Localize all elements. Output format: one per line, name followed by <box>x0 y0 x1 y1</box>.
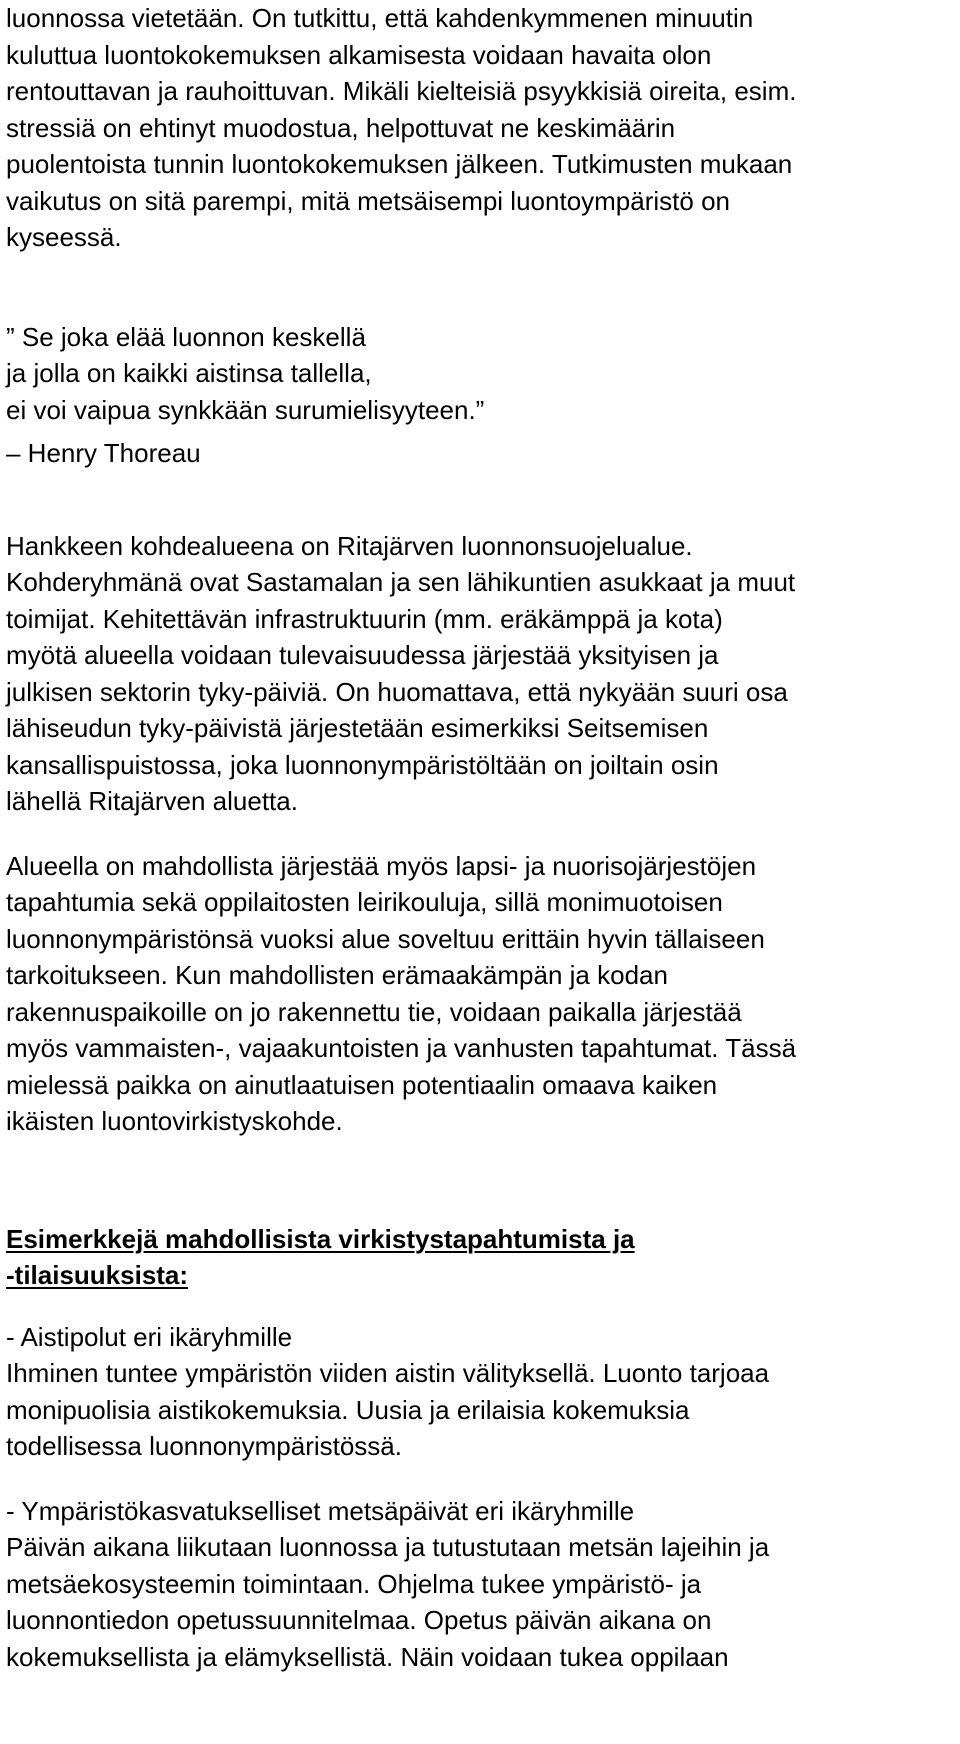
quote-block <box>6 319 956 472</box>
text-line: luonnossa vietetään. On tutkittu, että kahdenkymmenen minuutin <box>6 3 754 33</box>
text-line: rentouttavan ja rauhoittuvan. Mikäli kielteisiä psyykkisiä oireita, esim. <box>6 76 797 106</box>
heading-line: Esimerkkejä mahdollisista virkistystapahtumista ja <box>6 1223 635 1254</box>
text-line: stressiä on ehtinyt muodostua, helpottuvat ne keskimäärin <box>6 112 676 143</box>
text-line: toimijat. Kehitettävän infrastruktuurin (mm. eräkämppä ja kota) <box>6 603 723 634</box>
text-line: Päivän aikana liikutaan luonnossa ja tutustutaan metsän lajeihin ja <box>6 1532 770 1562</box>
subsection-title: - Aistipolut eri ikäryhmille <box>6 1321 293 1352</box>
quote-line: ” Se joka elää luonnon keskellä <box>6 321 366 352</box>
text-line: lähellä Ritajärven aluetta. <box>6 786 298 816</box>
text-line: kokemuksellista ja elämyksellistä. Näin voidaan tukea oppilaan <box>6 1641 729 1672</box>
forest-days-section <box>6 1493 956 1676</box>
section-heading <box>6 1221 956 1294</box>
senses-section <box>6 1319 956 1465</box>
text-line: monipuolisia aistikokemuksia. Uusia ja erilaisia kokemuksia <box>6 1394 690 1425</box>
text-line: mielessä paikka on ainutlaatuisen potentiaalin omaava kaiken <box>6 1069 718 1100</box>
text-line: kansallispuistossa, joka luonnonympäristöltään on joiltain osin <box>6 749 719 780</box>
text-line: luonnontiedon opetussuunnitelmaa. Opetus päivän aikana on <box>6 1605 712 1635</box>
subsection-title: - Ympäristökasvatukselliset metsäpäivät eri ikäryhmille <box>6 1495 635 1526</box>
text-line: luonnonympäristönsä vuoksi alue soveltuu erittäin hyvin tällaiseen <box>6 923 765 954</box>
text-line: Ihminen tuntee ympäristön viiden aistin välityksellä. Luonto tarjoaa <box>6 1358 770 1388</box>
text-line: ikäisten luontovirkistyskohde. <box>6 1106 343 1136</box>
text-line: myötä alueella voidaan tulevaisuudessa järjestää yksityisen ja <box>6 640 719 670</box>
text-line: lähiseudun tyky-päivistä järjestetään esimerkiksi Seitsemisen <box>6 713 709 743</box>
text-line: myös vammaisten-, vajaakuntoisten ja vanhusten tapahtumat. Tässä <box>6 1033 797 1063</box>
text-line: tarkoitukseen. Kun mahdollisten erämaakämpän ja kodan <box>6 960 668 990</box>
heading-line: -tilaisuuksista: <box>6 1260 189 1290</box>
document-page <box>6 0 956 1675</box>
text-line: Alueella on mahdollista järjestää myös lapsi- ja nuorisojärjestöjen <box>6 850 757 881</box>
text-line: metsäekosysteemin toimintaan. Ohjelma tukee ympäristö- ja <box>6 1568 702 1599</box>
project-paragraph <box>6 528 956 820</box>
text-line: kuluttua luontokokemuksen alkamisesta voidaan havaita olon <box>6 39 712 70</box>
text-line: Kohderyhmänä ovat Sastamalan ja sen lähikuntien asukkaat ja muut <box>6 567 796 597</box>
text-line: puolentoista tunnin luontokokemuksen jälkeen. Tutkimusten mukaan <box>6 149 793 179</box>
text-line: julkisen sektorin tyky-päiviä. On huomattava, että nykyään suuri osa <box>6 676 788 707</box>
text-line: vaikutus on sitä parempi, mitä metsäisempi luontoympäristö on <box>6 185 730 216</box>
text-line: todellisessa luonnonympäristössä. <box>6 1431 402 1461</box>
text-line: rakennuspaikoille on jo rakennettu tie, voidaan paikalla järjestää <box>6 996 742 1027</box>
area-paragraph <box>6 848 956 1140</box>
text-line: tapahtumia sekä oppilaitosten leirikouluja, sillä monimuotoisen <box>6 887 723 917</box>
text-line: kyseessä. <box>6 222 122 252</box>
quote-line: ja jolla on kaikki aistinsa tallella, <box>6 358 372 388</box>
quote-line: ei voi vaipua synkkään surumielisyyteen.” <box>6 394 485 425</box>
intro-paragraph <box>6 0 956 256</box>
text-line: Hankkeen kohdealueena on Ritajärven luonnonsuojelualue. <box>6 530 693 561</box>
quote-author: – Henry Thoreau <box>6 438 201 468</box>
